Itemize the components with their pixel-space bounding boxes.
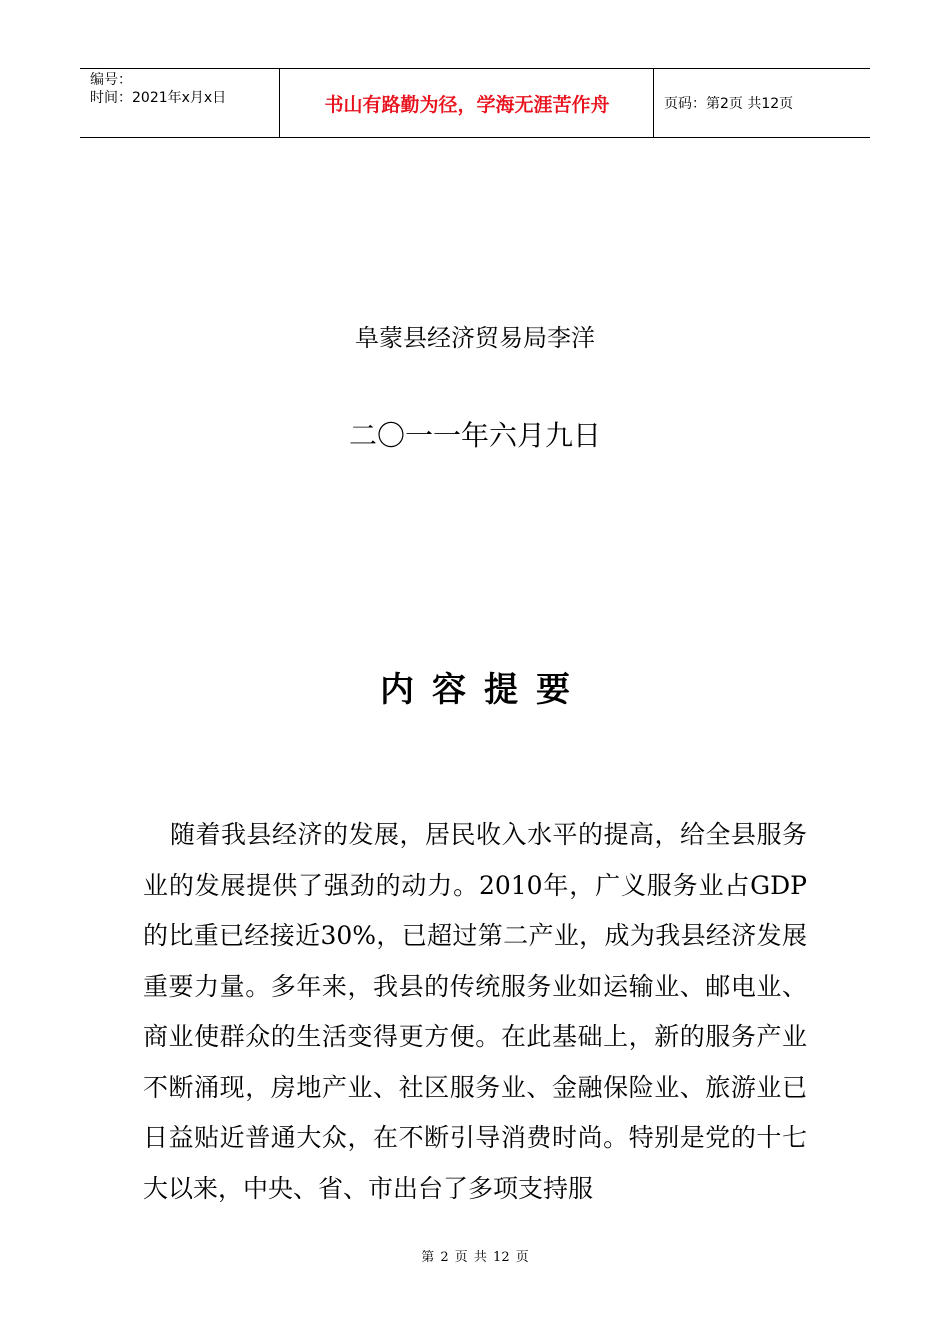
section-title: 内容提要 <box>380 670 588 710</box>
author-line: 阜蒙县经济贸易局李洋 <box>355 324 595 352</box>
date-line: 二〇一一年六月九日 <box>348 419 601 452</box>
time-label: 时间：2021年x月x日 <box>90 90 227 106</box>
body-paragraph: 随着我县经济的发展，居民收入水平的提高，给全县服务业的发展提供了强劲的动力。2010年，广义服务业占GDP的比重已经接近30%，已超过第二产业，成为我县经济发展重要力量。多年来，我县的传统服务业如运输业、邮电业、商业使群众的生活变得更方便。在此基础上，新的服务产业不断涌现，房地产业、社区服务业、金融保险业、旅游业已日益贴近普通大众，在不断引导消费时尚。特别是党的十七大以来，中央、省、市出台了多项支持服 <box>143 820 807 1203</box>
header-page-info: 页码：第2页 共12页 <box>664 96 794 112</box>
header-motto: 书山有路勤为径，学海无涯苦作舟 <box>281 69 654 137</box>
page-footer: 第 2 页 共 12 页 <box>421 1250 529 1265</box>
document-header <box>80 68 870 138</box>
header-meta <box>80 69 280 137</box>
number-label: 编号： <box>90 72 132 88</box>
